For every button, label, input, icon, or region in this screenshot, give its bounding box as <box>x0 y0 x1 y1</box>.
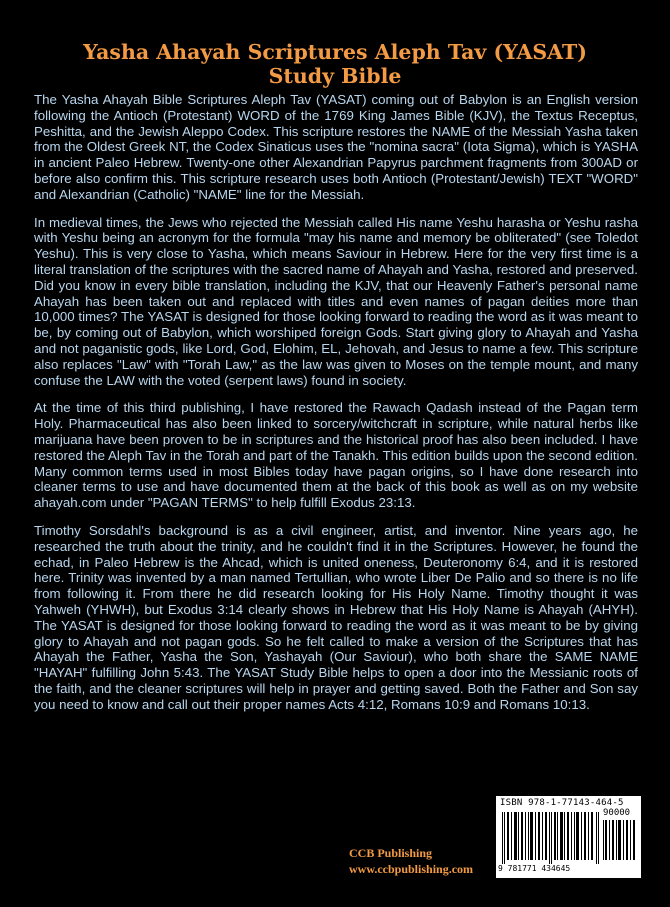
description-body <box>34 92 638 724</box>
price-barcode-bars <box>603 820 637 860</box>
publisher-name: CCB Publishing <box>349 846 433 860</box>
isbn-label: ISBN 978-1-77143-464-5 <box>500 798 624 808</box>
publisher-block <box>349 845 473 877</box>
isbn-barcode <box>496 796 641 878</box>
paragraph-4: Timothy Sorsdahl's background is as a civil engineer, artist, and inventor. Nine years ago, he researched the truth about the trinity, and he couldn't find it in the Scriptures. However, he found the echad, in Paleo Hebrew is the Ahcad, which is united oneness, Deuteronomy 6:4, and it is restored here. Trinity was invented by a man named Tertullian, who wrote Liber De Palio and so there is no life from following it. From there he did research looking for His Holy Name. Timothy thought it was Yahweh (YHWH), but Exodus 3:14 clearly shows in Hebrew that His Holy Name is Ahayah (AHYH). The YASAT is designed for those looking forward to reading the word as it was meant to be by giving glory to Ahayah and not pagan gods. So he felt called to make a version of the Scriptures that has Ahayah the Father, Yasha the Son, Yashayah (Our Saviour), who both share the SAME NAME "HAYAH" fulfilling John 5:43. The YASAT Study Bible helps to open a door into the Messianic roots of the faith, and the cleaner scriptures will help in prayer and getting saved. Both the Father and Son say you need to know and call out their proper names Acts 4:12, Romans 10:9 and Romans 10:13. <box>34 522 638 712</box>
title-line-1: Yasha Ahayah Scriptures Aleph Tav (YASAT) <box>83 40 587 64</box>
paragraph-2: In medieval times, the Jews who rejected the Messiah called His name Yeshu harasha or Yeshu rasha with Yeshu being an acronym for the formula "may his name and memory be obliterated" (see Toledot Yeshu). This is very close to Yasha, which means Saviour in Hebrew. Here for the very first time is a literal translation of the scriptures with the sacred name of Ahayah and Yasha, restored and preserved. Did you know in every bible translation, including the KJV, that our Heavenly Father's personal name Ahayah has been taken out and replaced with titles and even names of pagan deities more than 10,000 times? The YASAT is designed for those looking forward to reading the word as it was meant to be, by coming out of Babylon, which worshiped foreign Gods. Start giving glory to Ahayah and Yasha and not paganistic gods, like Lord, God, Elohim, EL, Jehovah, and Jesus to name a few. This scripture also replaces "Law" with "Torah Law," as the law was given to Moses on the temple mount, and many confuse the LAW with the voted (serpent laws) found in society. <box>34 214 638 388</box>
book-title <box>0 40 670 88</box>
paragraph-3: At the time of this third publishing, I have restored the Rawach Qadash instead of the Pagan term Holy. Pharmaceutical has also been linked to sorcery/witchcraft in scripture, while natural herbs like marijuana have been proven to be in scriptures and the historical proof has also been included. I have restored the Aleph Tav in the Torah and part of the Tanakh. This edition builds upon the second edition. Many common terms used in most Bibles today have pagan origins, so I have done research into cleaner terms to use and have documented them at the back of this book as well as on my website ahayah.com under "PAGAN TERMS" to help fulfill Exodus 23:13. <box>34 400 638 511</box>
barcode-bars <box>502 812 600 864</box>
publisher-url: www.ccbpublishing.com <box>349 862 474 876</box>
paragraph-1: The Yasha Ahayah Bible Scriptures Aleph Tav (YASAT) coming out of Babylon is an English version following the Antioch (Protestant) WORD of the 1769 King James Bible (KJV), the Textus Receptus, Peshitta, and the Jewish Aleppo Codex. This scripture restores the NAME of the Messiah Yasha taken from the Oldest Greek NT, the Codex Sinaticus uses the "nomina sacra" (Iota Sigma), which is YASHA in ancient Paleo Hebrew. Twenty-one other Alexandrian Papyrus parchment fragments from 300AD or before also confirm this. This scripture research uses both Antioch (Protestant/Jewish) TEXT "WORD" and Alexandrian (Catholic) "NAME" line for the Messiah. <box>34 92 638 202</box>
price-code: 90000 <box>603 808 631 818</box>
barcode-digits: 9 781771 434645 <box>498 864 571 873</box>
title-line-2: Study Bible <box>268 64 402 88</box>
